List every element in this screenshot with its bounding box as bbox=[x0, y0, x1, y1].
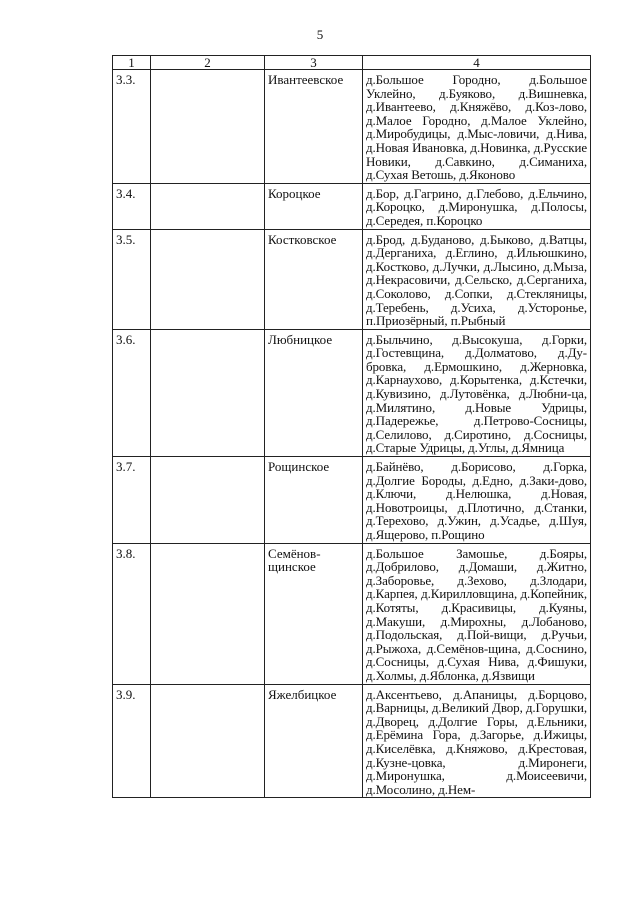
row-column-2 bbox=[151, 183, 265, 229]
row-column-2 bbox=[151, 457, 265, 544]
row-column-2 bbox=[151, 229, 265, 329]
table-row bbox=[113, 457, 591, 544]
table-row bbox=[113, 543, 591, 684]
village-list: д.Бор, д.Гагрино, д.Глебово, д.Ельчино, д.Короцко, д.Миронушка, д.Полосы, д.Середея, п.Короцко bbox=[363, 183, 591, 229]
settlements-table bbox=[112, 55, 591, 798]
row-number: 3.6. bbox=[113, 329, 151, 456]
column-header-3: 3 bbox=[265, 56, 363, 70]
row-column-2 bbox=[151, 684, 265, 798]
row-number: 3.3. bbox=[113, 70, 151, 184]
settlement-name: Костковское bbox=[265, 229, 363, 329]
settlement-name: Ивантеевское bbox=[265, 70, 363, 184]
village-list: д.Большое Городно, д.Большое Уклейно, д.Буяково, д.Вишневка, д.Ивантеево, д.Княжёво, д.Коз-лово, д.Малое Городно, д.Малое Уклейно, д.Миробудицы, д.Мыс-ловичи, д.Нива, д.Новая Ивановка, д.Новинка, д.Русские Новики, д.Савкино, д.Симаниха, д.Сухая Ветошь, д.Яконово bbox=[363, 70, 591, 184]
row-column-2 bbox=[151, 543, 265, 684]
row-number: 3.8. bbox=[113, 543, 151, 684]
row-number: 3.7. bbox=[113, 457, 151, 544]
table-row bbox=[113, 70, 591, 184]
column-header-4: 4 bbox=[363, 56, 591, 70]
row-column-2 bbox=[151, 329, 265, 456]
settlement-name: Короцкое bbox=[265, 183, 363, 229]
row-number: 3.4. bbox=[113, 183, 151, 229]
page-number: 5 bbox=[316, 27, 324, 42]
row-number: 3.9. bbox=[113, 684, 151, 798]
settlement-name: Любницкое bbox=[265, 329, 363, 456]
row-number: 3.5. bbox=[113, 229, 151, 329]
settlement-name: Яжелбицкое bbox=[265, 684, 363, 798]
village-list: д.Брод, д.Буданово, д.Быково, д.Ватцы, д.Дерганиха, д.Еглино, д.Ильюшкино, д.Костково, д.Лучки, д.Лысино, д.Мыза, д.Некрасовичи, д.Сельско, д.Серганиха, д.Соколово, д.Сопки, д.Стекляницы, д.Теребень, д.Усиха, д.Усторонье, п.Приозёрный, п.Рыбный bbox=[363, 229, 591, 329]
table-row bbox=[113, 329, 591, 456]
column-header-1: 1 bbox=[113, 56, 151, 70]
settlement-name: Рощинское bbox=[265, 457, 363, 544]
table-header-row bbox=[113, 56, 591, 70]
village-list: д.Аксентьево, д.Апаницы, д.Борцово, д.Варницы, д.Великий Двор, д.Горушки, д.Дворец, д.Долгие Горы, д.Ельники, д.Ерёмина Гора, д.Загорье, д.Ижицы, д.Киселёвка, д.Княжово, д.Крестовая, д.Кузне-цовка, д.Миронеги, д.Миронушка, д.Моисеевичи, д.Мосолино, д.Нем- bbox=[363, 684, 591, 798]
column-header-2: 2 bbox=[151, 56, 265, 70]
village-list: д.Большое Замошье, д.Бояры, д.Добрилово, д.Домаши, д.Житно, д.Заборовье, д.Зехово, д.Злодари, д.Карпея, д.Кирилловщина, д.Копейник, д.Котяты, д.Красивицы, д.Куяны, д.Макуши, д.Мирохны, д.Лобаново, д.Подольская, д.Пой-вищи, д.Ручьи, д.Рыжоха, д.Семёнов-щина, д.Соснино, д.Сосницы, д.Сухая Нива, д.Фишуки, д.Холмы, д.Яблонка, д.Язвищи bbox=[363, 543, 591, 684]
table-row bbox=[113, 684, 591, 798]
village-list: д.Байнёво, д.Борисово, д.Горка, д.Долгие Бороды, д.Едно, д.Заки-дово, д.Ключи, д.Нелюшка, д.Новая, д.Новотроицы, д.Плотично, д.Станки, д.Терехово, д.Ужин, д.Усадье, д.Шуя, д.Ящерово, п.Рощино bbox=[363, 457, 591, 544]
table-row bbox=[113, 229, 591, 329]
settlement-name: Семёнов-щинское bbox=[265, 543, 363, 684]
village-list: д.Быльчино, д.Высокуша, д.Горки, д.Гостевщина, д.Долматово, д.Ду-бровка, д.Ермошкино, д.Жерновка, д.Карнаухово, д.Корытенка, д.Кстечки, д.Кувизино, д.Лутовёнка, д.Любни-ца, д.Милятино, д.Новые Удрицы, д.Падережье, д.Петрово-Сосницы, д.Селилово, д.Сиротино, д.Сосницы, д.Старые Удрицы, д.Углы, д.Ямница bbox=[363, 329, 591, 456]
row-column-2 bbox=[151, 70, 265, 184]
table-row bbox=[113, 183, 591, 229]
